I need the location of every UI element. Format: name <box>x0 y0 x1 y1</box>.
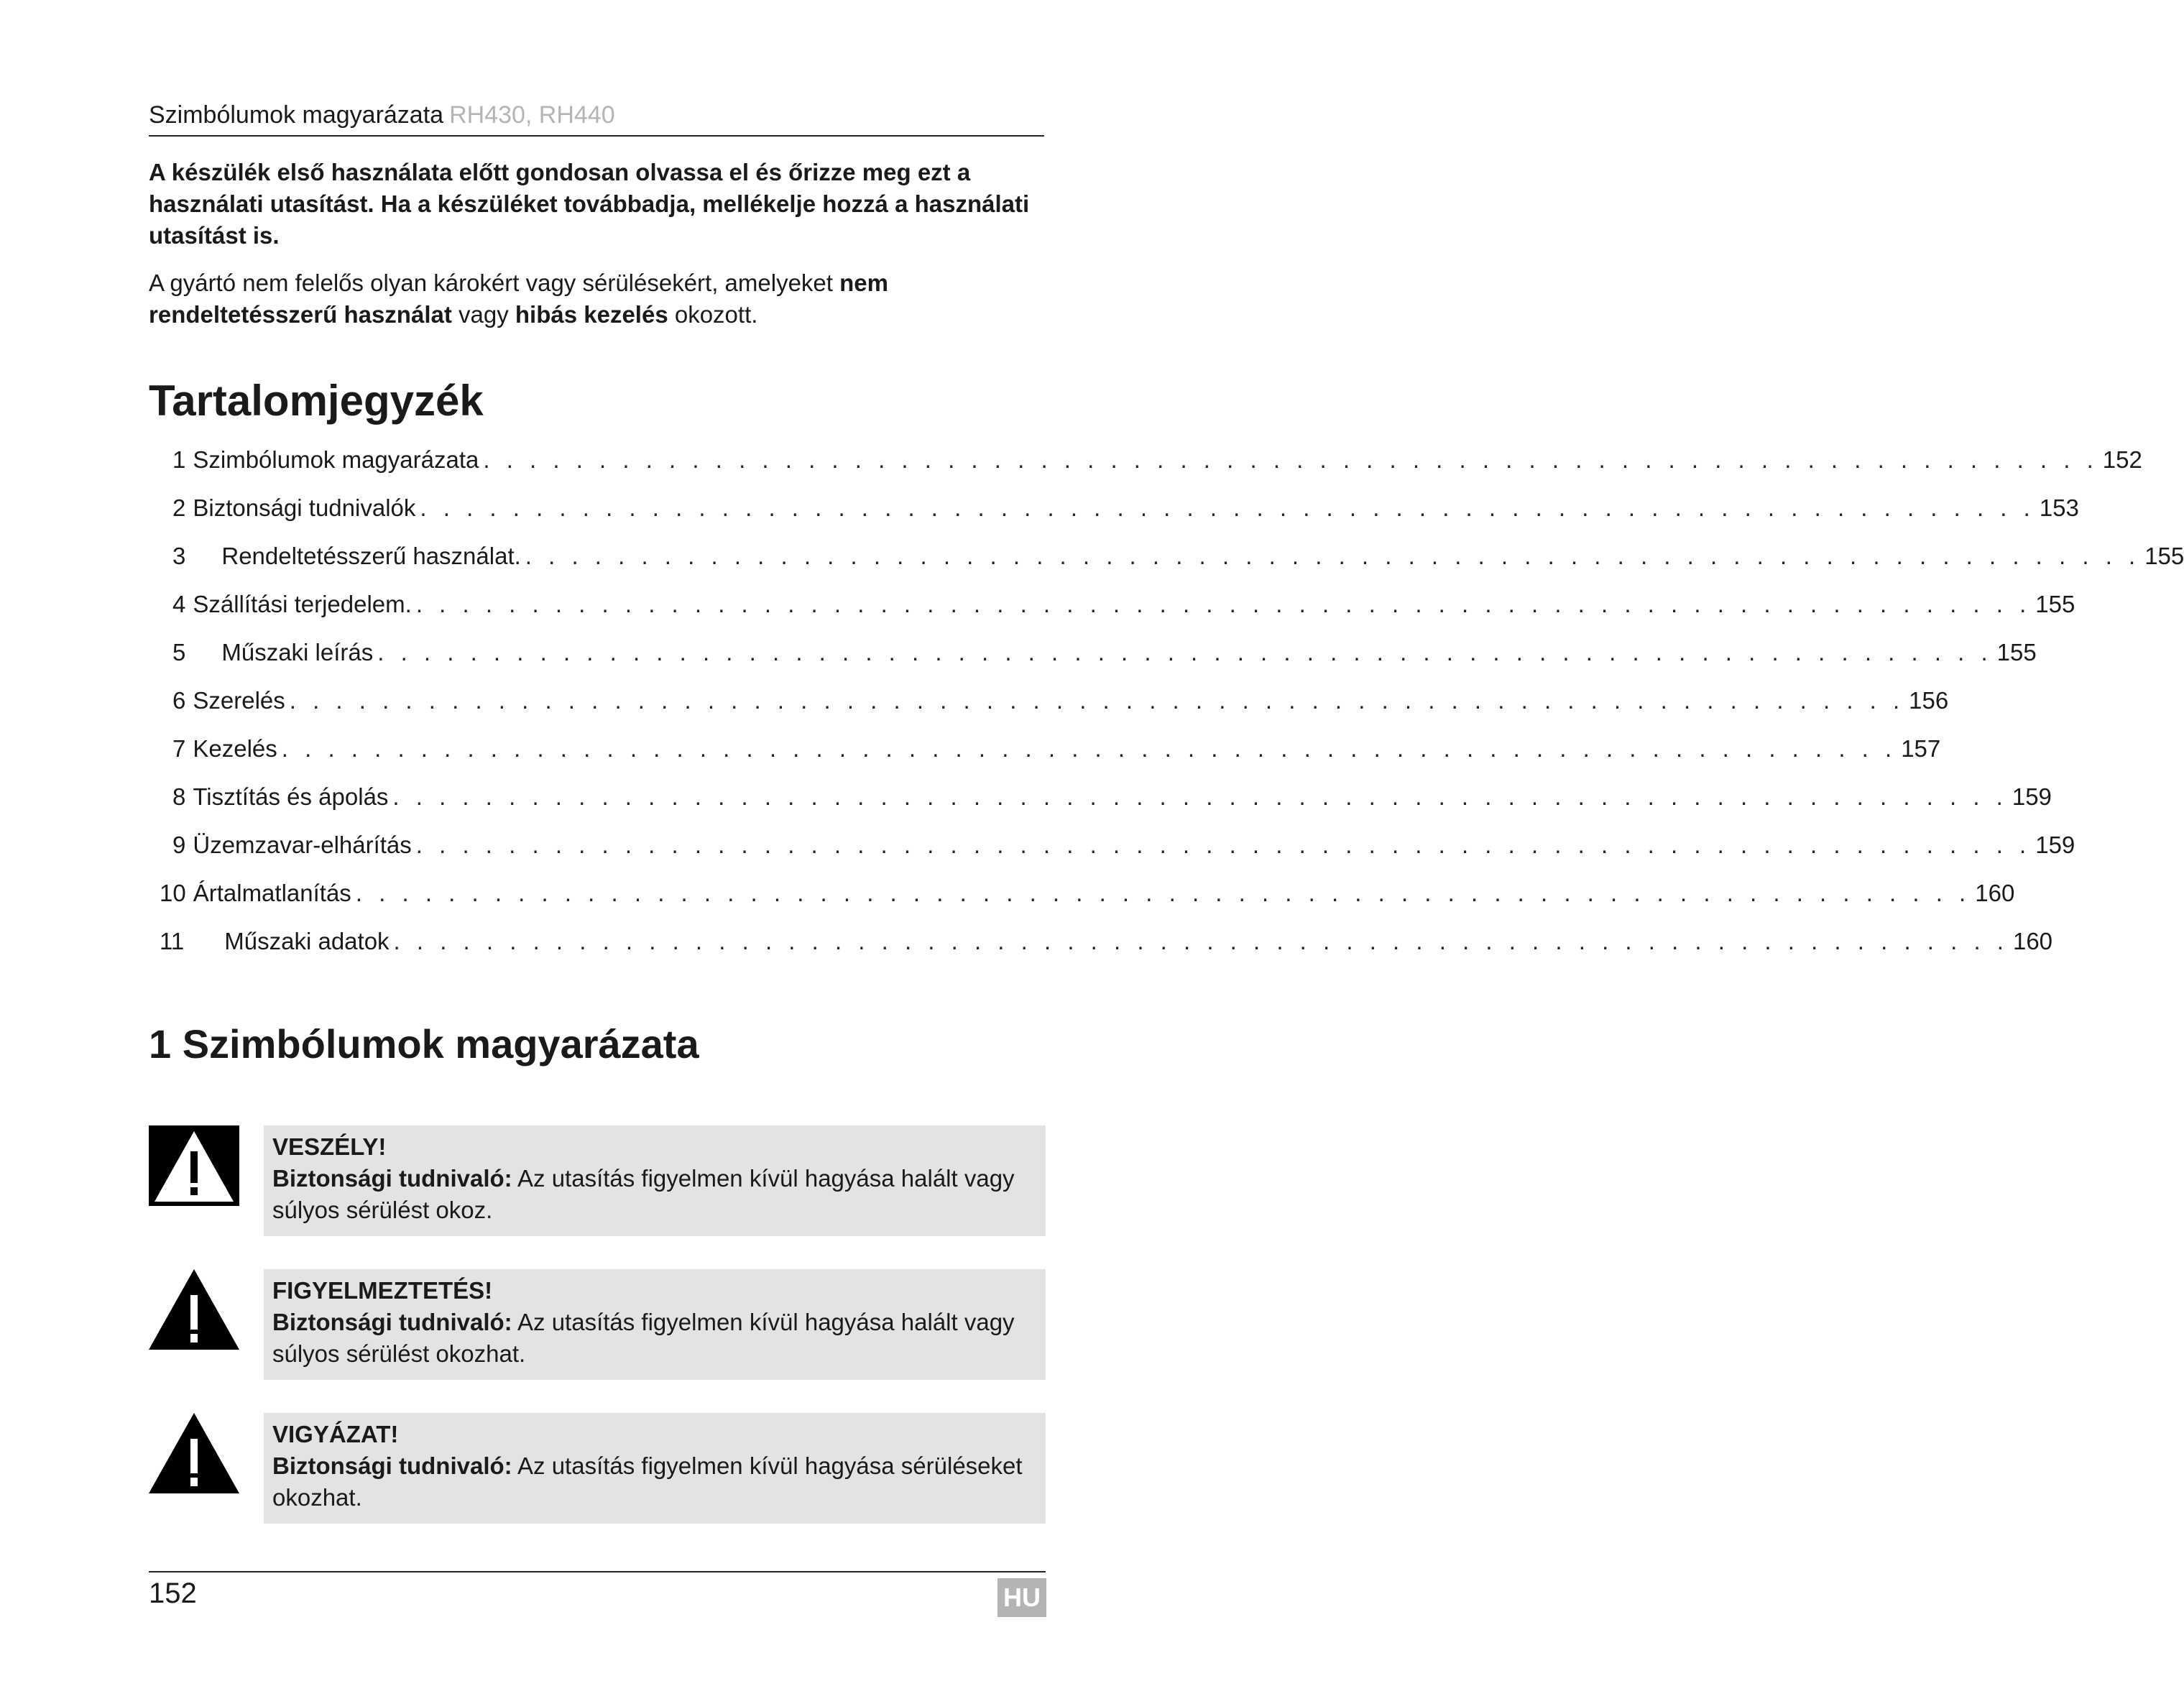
warning-triangle-icon <box>149 1269 239 1350</box>
caution-text: Az utasítás figyelmen kívül hagyása sérüléseket okozhat. <box>272 1452 1023 1511</box>
toc-leader-dots: . . . . . . . . . . . . . . . . . . . . . . . . . . . . . . . . . . . . . . . . . . . . . . . . . . . . . . . . . . . . . . . . . . . . . . <box>393 928 2009 954</box>
danger-text: Az utasítás figyelmen kívül hagyása halált vagy súlyos sérülést okoz. <box>272 1165 1015 1223</box>
header-model: RH430, RH440 <box>449 101 615 129</box>
toc-item-page: 155 <box>2035 591 2075 617</box>
toc-item-label: Rendeltetésszerű használat. <box>221 543 521 569</box>
caution-note <box>149 1413 1046 1524</box>
toc-item-label: Üzemzavar-elhárítás <box>193 832 412 858</box>
toc-item-label: Szerelés <box>193 687 285 714</box>
toc-leader-dots: . . . . . . . . . . . . . . . . . . . . . . . . . . . . . . . . . . . . . . . . . . . . . . . . . . . . . . . . . . . . . . . . . . . . . . <box>420 494 2035 521</box>
toc-item-3[interactable] <box>172 540 2184 572</box>
liability-bold-2: hibás kezelés <box>515 301 668 328</box>
toc-item-number: 2 <box>172 494 186 521</box>
toc-item-number: 3 <box>172 543 186 569</box>
caution-label: Biztonsági tudnivaló: <box>272 1452 512 1479</box>
toc-item-page: 156 <box>1909 687 1949 714</box>
toc-leader-dots: . . . . . . . . . . . . . . . . . . . . . . . . . . . . . . . . . . . . . . . . . . . . . . . . . . . . . . . . . . . . . . . . . . . . . . <box>289 687 1905 714</box>
toc-item-label: Szállítási terjedelem. <box>193 591 412 617</box>
liability-text-2: vagy <box>451 301 515 328</box>
liability-bold-1: nem rendeltetésszerű használat <box>149 270 888 328</box>
toc-item-page: 160 <box>2012 928 2053 954</box>
danger-keyword: VESZÉLY! <box>272 1133 387 1160</box>
toc-leader-dots: . . . . . . . . . . . . . . . . . . . . . . . . . . . . . . . . . . . . . . . . . . . . . . . . . . . . . . . . . . . . . . . . . . . . . . <box>392 783 2008 810</box>
warning-keyword: FIGYELMEZTETÉS! <box>272 1277 493 1304</box>
toc-item-label: Kezelés <box>193 735 277 762</box>
toc-item-label: Szimbólumok magyarázata <box>193 446 479 473</box>
liability-paragraph <box>149 267 1047 331</box>
warning-note <box>149 1269 1046 1380</box>
toc-item-6[interactable] <box>172 685 1949 717</box>
danger-label: Biztonsági tudnivaló: <box>272 1165 512 1192</box>
running-header <box>149 99 1044 137</box>
toc-item-number: 6 <box>172 687 186 714</box>
toc-leader-dots: . . . . . . . . . . . . . . . . . . . . . . . . . . . . . . . . . . . . . . . . . . . . . . . . . . . . . . . . . . . . . . . . . . . . . . <box>525 543 2141 569</box>
danger-note-box <box>264 1125 1046 1236</box>
toc-item-5[interactable] <box>172 637 2037 668</box>
toc-item-8[interactable] <box>172 781 2052 813</box>
toc-leader-dots: . . . . . . . . . . . . . . . . . . . . . . . . . . . . . . . . . . . . . . . . . . . . . . . . . . . . . . . . . . . . . . . . . . . . . . <box>377 639 1993 666</box>
danger-warning-icon <box>149 1125 239 1206</box>
toc-item-number: 4 <box>172 591 186 617</box>
header-title: Szimbólumok magyarázata <box>149 101 444 129</box>
toc-item-page: 157 <box>1901 735 1941 762</box>
caution-triangle-icon <box>149 1413 239 1493</box>
intro-warning-text: A készülék első használata előtt gondosan olvassa el és őrizze meg ezt a használati utasítást. Ha a készüléket továbbadja, mellékelje hozzá a használati utasítást is. <box>149 159 1030 249</box>
warning-text: Az utasítás figyelmen kívül hagyása halált vagy súlyos sérülést okozhat. <box>272 1309 1015 1367</box>
toc-item-number: 7 <box>172 735 186 762</box>
toc-item-page: 160 <box>1975 880 2015 906</box>
toc-item-4[interactable] <box>172 589 2075 620</box>
toc-title: Tartalomjegyzék <box>149 377 484 425</box>
liability-text-1: A gyártó nem felelős olyan károkért vagy sérülésekért, amelyeket <box>149 270 840 296</box>
toc-item-number: 10 <box>160 880 186 906</box>
toc-leader-dots: . . . . . . . . . . . . . . . . . . . . . . . . . . . . . . . . . . . . . . . . . . . . . . . . . . . . . . . . . . . . . . . . . . . . . . <box>355 880 1971 906</box>
toc-item-page: 159 <box>2035 832 2075 858</box>
toc-leader-dots: . . . . . . . . . . . . . . . . . . . . . . . . . . . . . . . . . . . . . . . . . . . . . . . . . . . . . . . . . . . . . . . . . . . . . . <box>281 735 1897 762</box>
warning-note-box <box>264 1269 1046 1380</box>
toc-item-10[interactable] <box>160 878 2015 909</box>
caution-keyword: VIGYÁZAT! <box>272 1421 399 1447</box>
toc-item-11[interactable] <box>160 926 2053 957</box>
toc-item-number: 11 <box>160 928 185 954</box>
toc-item-page: 153 <box>2039 494 2079 521</box>
toc-item-2[interactable] <box>172 492 2079 524</box>
danger-note <box>149 1125 1046 1236</box>
toc-leader-dots: . . . . . . . . . . . . . . . . . . . . . . . . . . . . . . . . . . . . . . . . . . . . . . . . . . . . . . . . . . . . . . . . . . . . . . <box>415 591 2032 617</box>
toc-item-page: 159 <box>2012 783 2052 810</box>
toc-item-number: 8 <box>172 783 186 810</box>
warning-label: Biztonsági tudnivaló: <box>272 1309 512 1335</box>
toc-item-1[interactable] <box>172 444 2142 476</box>
toc-item-page: 155 <box>2144 543 2184 569</box>
toc-leader-dots: . . . . . . . . . . . . . . . . . . . . . . . . . . . . . . . . . . . . . . . . . . . . . . . . . . . . . . . . . . . . . . . . . . . . . . <box>483 446 2098 473</box>
toc-item-page: 155 <box>1996 639 2037 666</box>
toc-item-number: 1 <box>172 446 186 473</box>
page-number: 152 <box>149 1578 197 1609</box>
toc-item-label: Ártalmatlanítás <box>193 880 351 906</box>
toc-item-number: 9 <box>172 832 186 858</box>
toc-item-label: Biztonsági tudnivalók <box>193 494 416 521</box>
toc-item-page: 152 <box>2102 446 2142 473</box>
toc-item-label: Műszaki adatok <box>224 928 390 954</box>
caution-note-box <box>264 1413 1046 1524</box>
language-badge: HU <box>997 1578 1046 1617</box>
toc-item-7[interactable] <box>172 733 1941 765</box>
toc-item-label: Műszaki leírás <box>221 639 374 666</box>
toc-item-9[interactable] <box>172 829 2075 861</box>
section-title: 1 Szimbólumok magyarázata <box>149 1021 699 1067</box>
liability-text-3: okozott. <box>668 301 758 328</box>
footer-divider <box>149 1571 1046 1572</box>
toc-leader-dots: . . . . . . . . . . . . . . . . . . . . . . . . . . . . . . . . . . . . . . . . . . . . . . . . . . . . . . . . . . . . . . . . . . . . . . <box>415 832 2032 858</box>
toc-item-label: Tisztítás és ápolás <box>193 783 389 810</box>
toc-item-number: 5 <box>172 639 186 666</box>
